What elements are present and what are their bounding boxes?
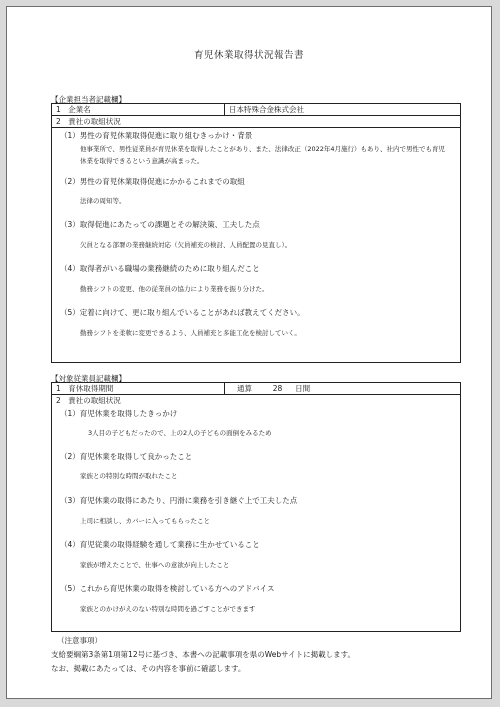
company-question-3: （3）取得促進にあたっての課題とその解決策、工夫した点 (60, 220, 260, 229)
notes-heading: （注意事項） (57, 636, 102, 645)
company-efforts-heading-row (52, 116, 460, 128)
employee-question-3: （3）育児休業の取得にあたり、円滑に業務を引き継ぐ上で工夫した点 (60, 496, 298, 505)
company-name-row (52, 104, 460, 116)
employee-answer-5: 家族とのかけがえのない特別な時間を過ごすことができます (80, 605, 256, 613)
employee-answer-4: 家族が増えたことで、仕事への意欲が向上したこと (80, 561, 230, 569)
leave-period-row (52, 383, 460, 395)
company-answer-1: 他事業所で、男性従業員が育児休業を取得したことがあり、また、法律改正（2022年4月施行）もあり、社内で男性でも育児休業を取得できるという意識が高まった。 (80, 145, 446, 165)
notes-line-1: 支給要綱第3条第1項第12号に基づき、本書への記載事項を県のWebサイトに掲載します。 (51, 650, 356, 659)
document-page (6, 6, 492, 699)
notes-section (51, 634, 355, 676)
company-name-label: 1 企業名 (56, 105, 91, 114)
employee-efforts-heading-row (52, 395, 460, 406)
document-title: 育児休業取得状況報告書 (193, 50, 304, 61)
employee-efforts-heading: 2 貴社の取組状況 (56, 396, 121, 405)
employee-question-1: （1）育児休業を取得したきっかけ (60, 409, 178, 418)
employee-answer-3: 上司に相談し、カバーに入ってもらったこと (80, 517, 210, 525)
company-section-label: 【企業担当者記載欄】 (51, 95, 126, 104)
company-question-4: （4）取得者がいる職場の業務継続のために取り組んだこと (60, 264, 260, 273)
leave-period-days: 28 (272, 384, 283, 393)
company-answer-3: 欠員となる部署の業務継続対応（欠員補充の検討、人員配置の見直し）。 (80, 241, 292, 249)
leave-period-suffix: 日間 (295, 384, 311, 393)
employee-question-4: （4）育児従業の取得経験を通して業務に生かせていること (60, 540, 260, 549)
company-question-1: （1）男性の育児休業取得促進に取り組むきっかけ・背景 (60, 131, 253, 140)
notes-line-2: なお、掲載にあたっては、その内容を事前に確認します。 (51, 664, 246, 673)
company-efforts-heading: 2 貴社の取組状況 (56, 117, 121, 126)
leave-period-value (224, 383, 460, 394)
employee-answer-1: 3人目の子どもだったので、上の2人の子どもの面倒をみるため (88, 429, 272, 437)
company-answer-2: 法律の周知等。 (80, 197, 126, 205)
company-name-value: 日本特殊合金株式会社 (224, 104, 460, 115)
company-answer-5: 勤務シフトを柔軟に変更できるよう、人員補充と多能工化を検討していく。 (80, 329, 301, 337)
employee-answer-2: 家族との特別な時間が取れたこと (80, 472, 178, 480)
leave-period-label: 1 育休取得期間 (56, 384, 114, 393)
company-answer-4: 勤務シフトの変更、他の従業員の協力により業務を振り分けた。 (80, 285, 269, 293)
employee-section-label: 【対象従業員記載欄】 (51, 374, 126, 383)
leave-period-prefix: 通算 (237, 384, 252, 393)
employee-question-5: （5）これから育児休業の取得を検討している方へのアドバイス (60, 584, 275, 593)
company-section-box (51, 103, 461, 363)
company-question-2: （2）男性の育児休業取得促進にかかるこれまでの取組 (60, 177, 245, 186)
employee-question-2: （2）育児休業を取得して良かったこと (60, 452, 193, 461)
company-question-5: （5）定着に向けて、更に取り組んでいることがあれば教えてください。 (60, 308, 305, 317)
employee-section-box (51, 382, 461, 632)
